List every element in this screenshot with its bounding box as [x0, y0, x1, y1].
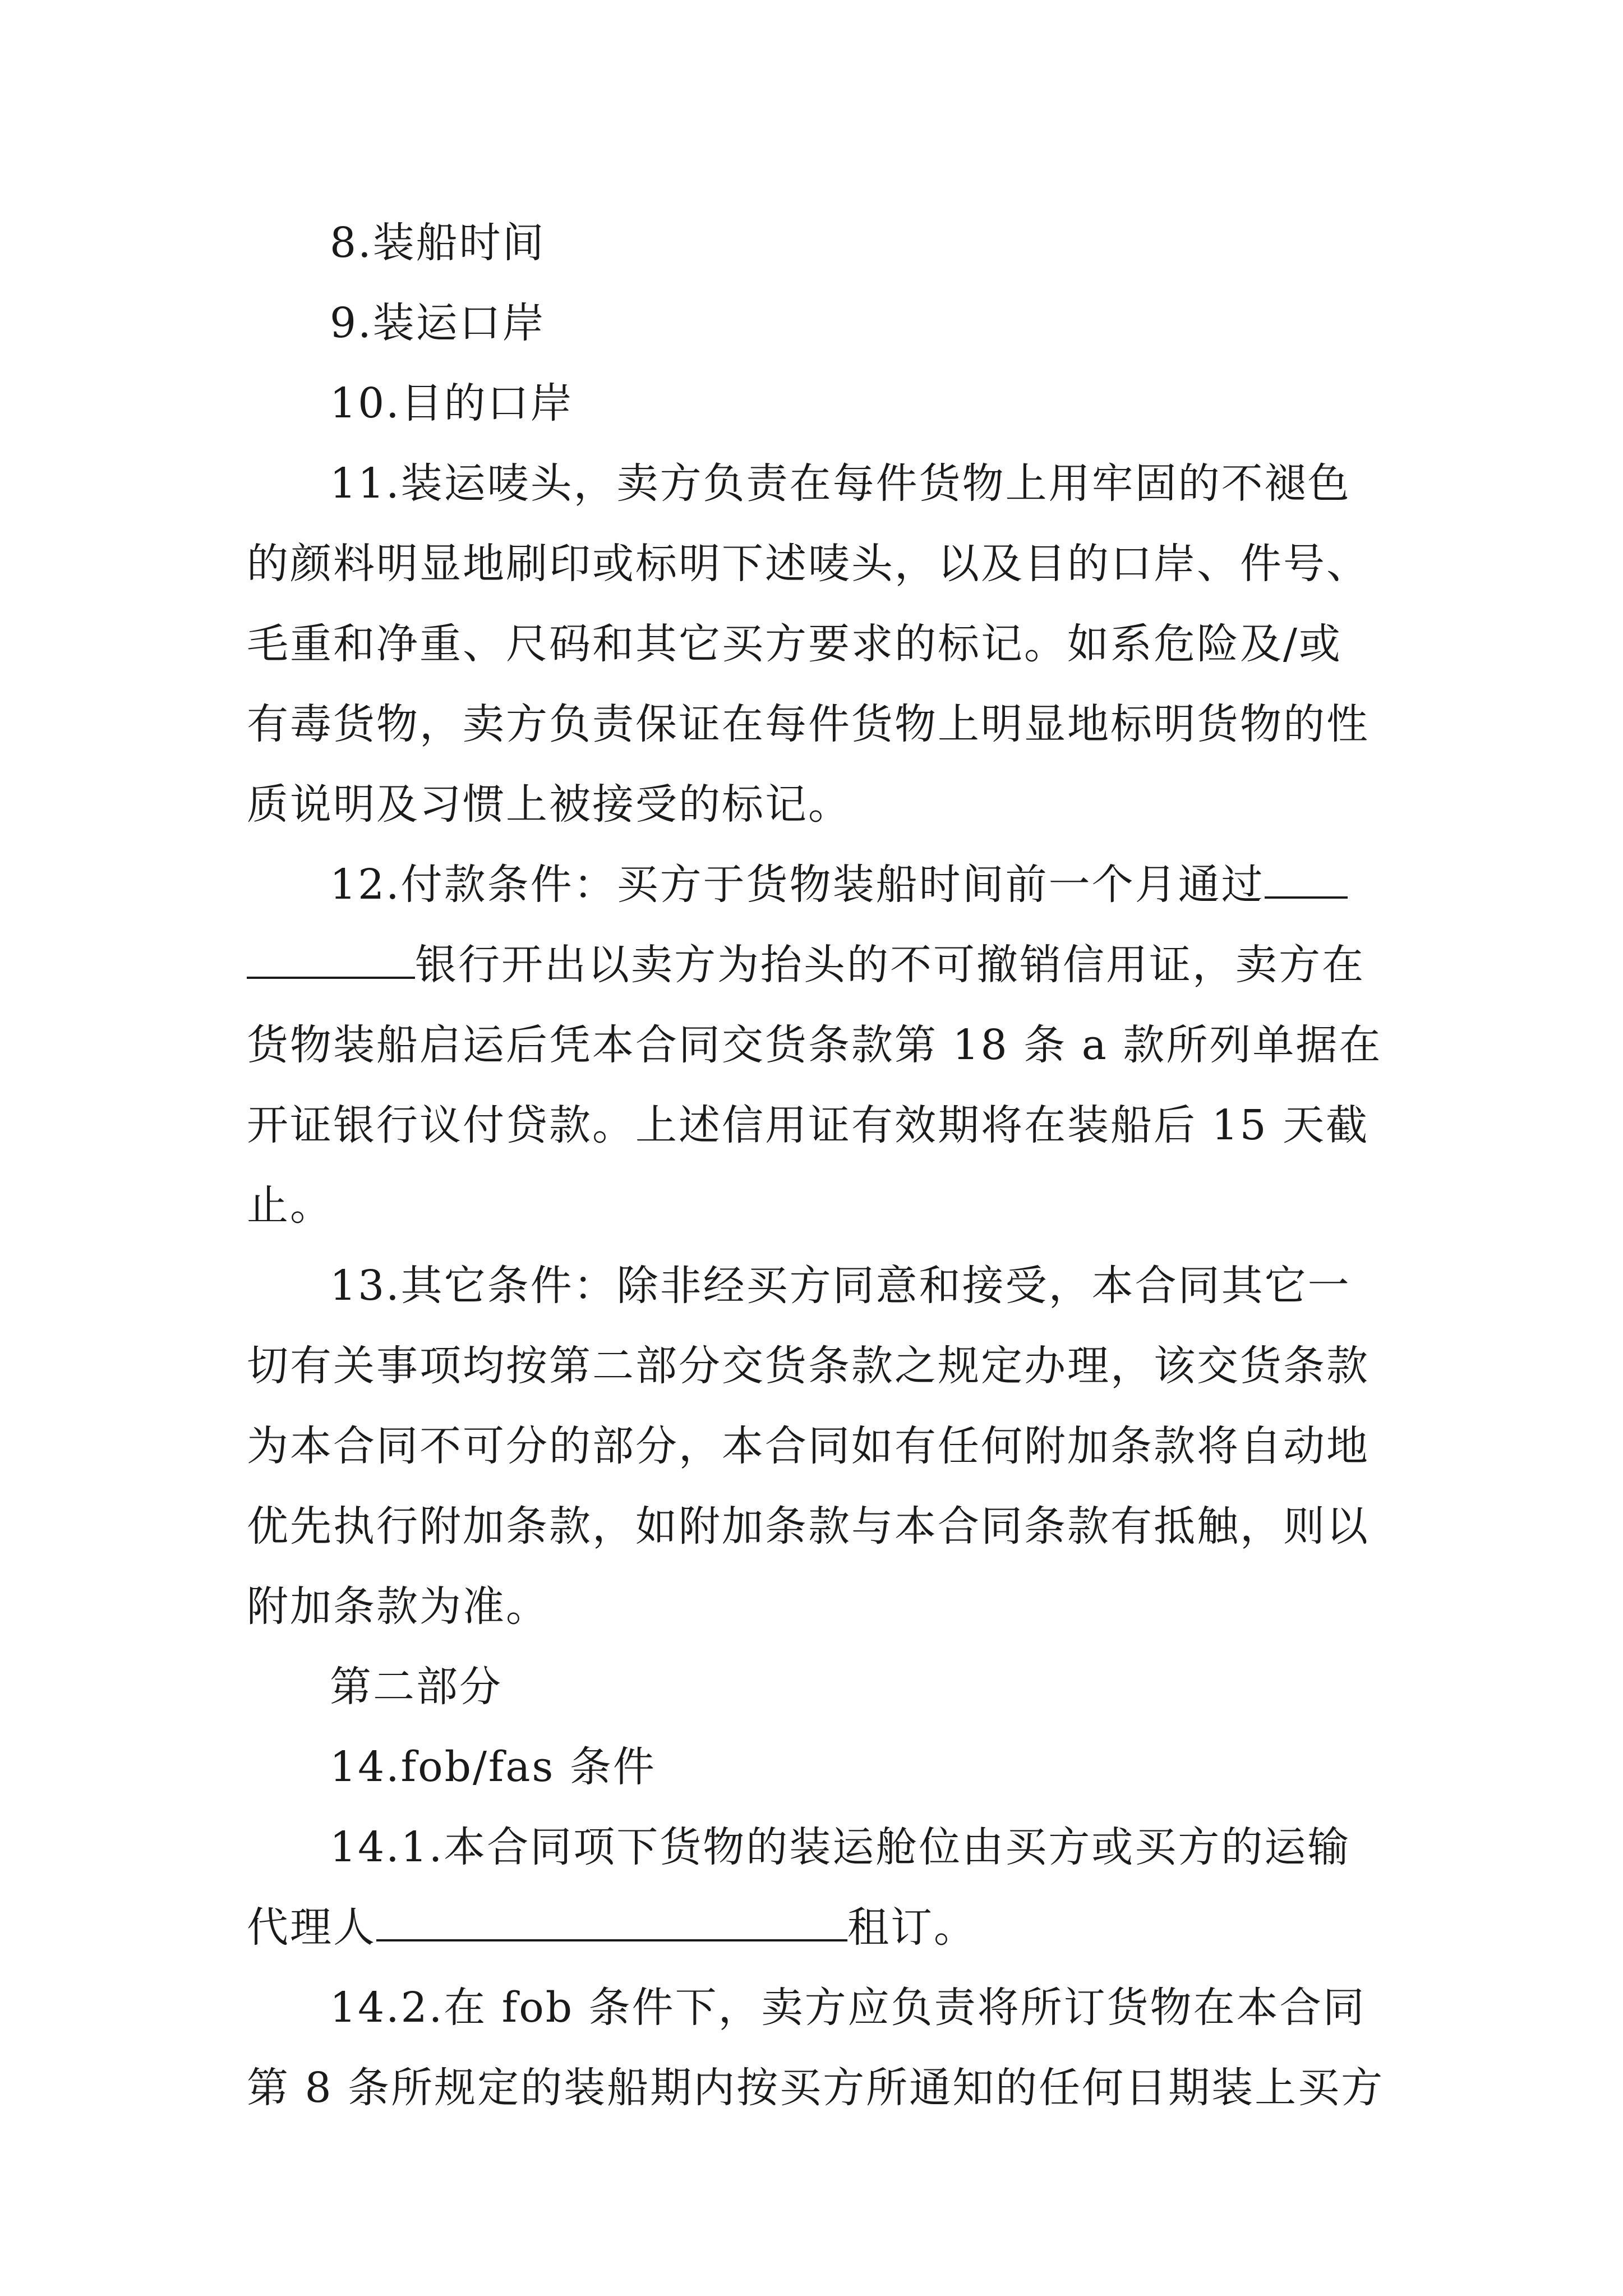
item-14-2-line-1: 14.2.在 fob 条件下，卖方应负责将所订货物在本合同	[330, 1984, 1366, 2032]
item-13-line-2: 切有关事项均按第二部分交货条款之规定办理，该交货条款	[247, 1342, 1370, 1390]
bank-name-blank-part-1[interactable]	[1265, 859, 1348, 899]
item-12-line-3: 货物装船启运后凭本合同交货条款第 18 条 a 款所列单据在	[247, 1021, 1382, 1069]
item-14-1-line-2-text-b: 租订。	[847, 1903, 977, 1952]
item-13-other-terms	[247, 1246, 1387, 1647]
item-12-line-5: 止。	[247, 1181, 333, 1230]
item-14-1-line-2-text-a: 代理人	[247, 1903, 376, 1952]
item-12-line-1	[247, 845, 1387, 925]
item-14-2-line-2: 第 8 条所规定的装船期内按买方所通知的任何日期装上买方	[247, 2064, 1385, 2112]
item-13-line-1: 13.其它条件：除非经买方同意和接受，本合同其它一	[330, 1262, 1351, 1310]
item-13-line-5: 附加条款为准。	[247, 1582, 549, 1631]
item-11-line-4: 有毒货物，卖方负责保证在每件货物上明显地标明货物的性	[247, 700, 1370, 748]
item-14-1-line-1: 14.1.本合同项下货物的装运舱位由买方或买方的运输	[330, 1823, 1351, 1871]
item-9-loading-port: 9.装运口岸	[330, 299, 546, 347]
bank-name-blank-part-2[interactable]	[247, 940, 415, 979]
item-11-line-5: 质说明及习惯上被接受的标记。	[247, 780, 851, 829]
item-11-line-1: 11.装运唛头，卖方负责在每件货物上用牢固的不褪色	[330, 459, 1351, 508]
item-12-payment-terms	[247, 845, 1387, 1246]
part-two-heading: 第二部分	[330, 1663, 502, 1711]
item-14-2	[247, 1968, 1387, 2128]
item-12-line-2-text: 银行开出以卖方为抬头的不可撤销信用证，卖方在	[415, 941, 1365, 989]
item-13-line-4: 优先执行附加条款，如附加条款与本合同条款有抵触，则以	[247, 1502, 1370, 1550]
item-11-shipping-marks	[247, 444, 1387, 845]
item-12-line-2	[247, 925, 1387, 1005]
item-10-destination-port: 10.目的口岸	[330, 379, 574, 427]
item-14-1	[247, 1807, 1387, 1968]
item-13-line-3: 为本合同不可分的部分，本合同如有任何附加条款将自动地	[247, 1422, 1370, 1470]
item-11-line-3: 毛重和净重、尺码和其它买方要求的标记。如系危险及/或	[247, 620, 1342, 668]
item-8-shipment-time: 8.装船时间	[330, 219, 546, 267]
item-14-1-line-2	[247, 1888, 1387, 1968]
shipping-agent-blank[interactable]	[376, 1902, 847, 1941]
item-12-line-1-text: 12.付款条件：买方于货物装船时间前一个月通过	[330, 861, 1265, 909]
item-14-heading: 14.fob/fas 条件	[330, 1743, 656, 1791]
item-11-line-2: 的颜料明显地刷印或标明下述唛头，以及目的口岸、件号、	[247, 540, 1370, 588]
item-12-line-4: 开证银行议付贷款。上述信用证有效期将在装船后 15 天截	[247, 1101, 1370, 1149]
